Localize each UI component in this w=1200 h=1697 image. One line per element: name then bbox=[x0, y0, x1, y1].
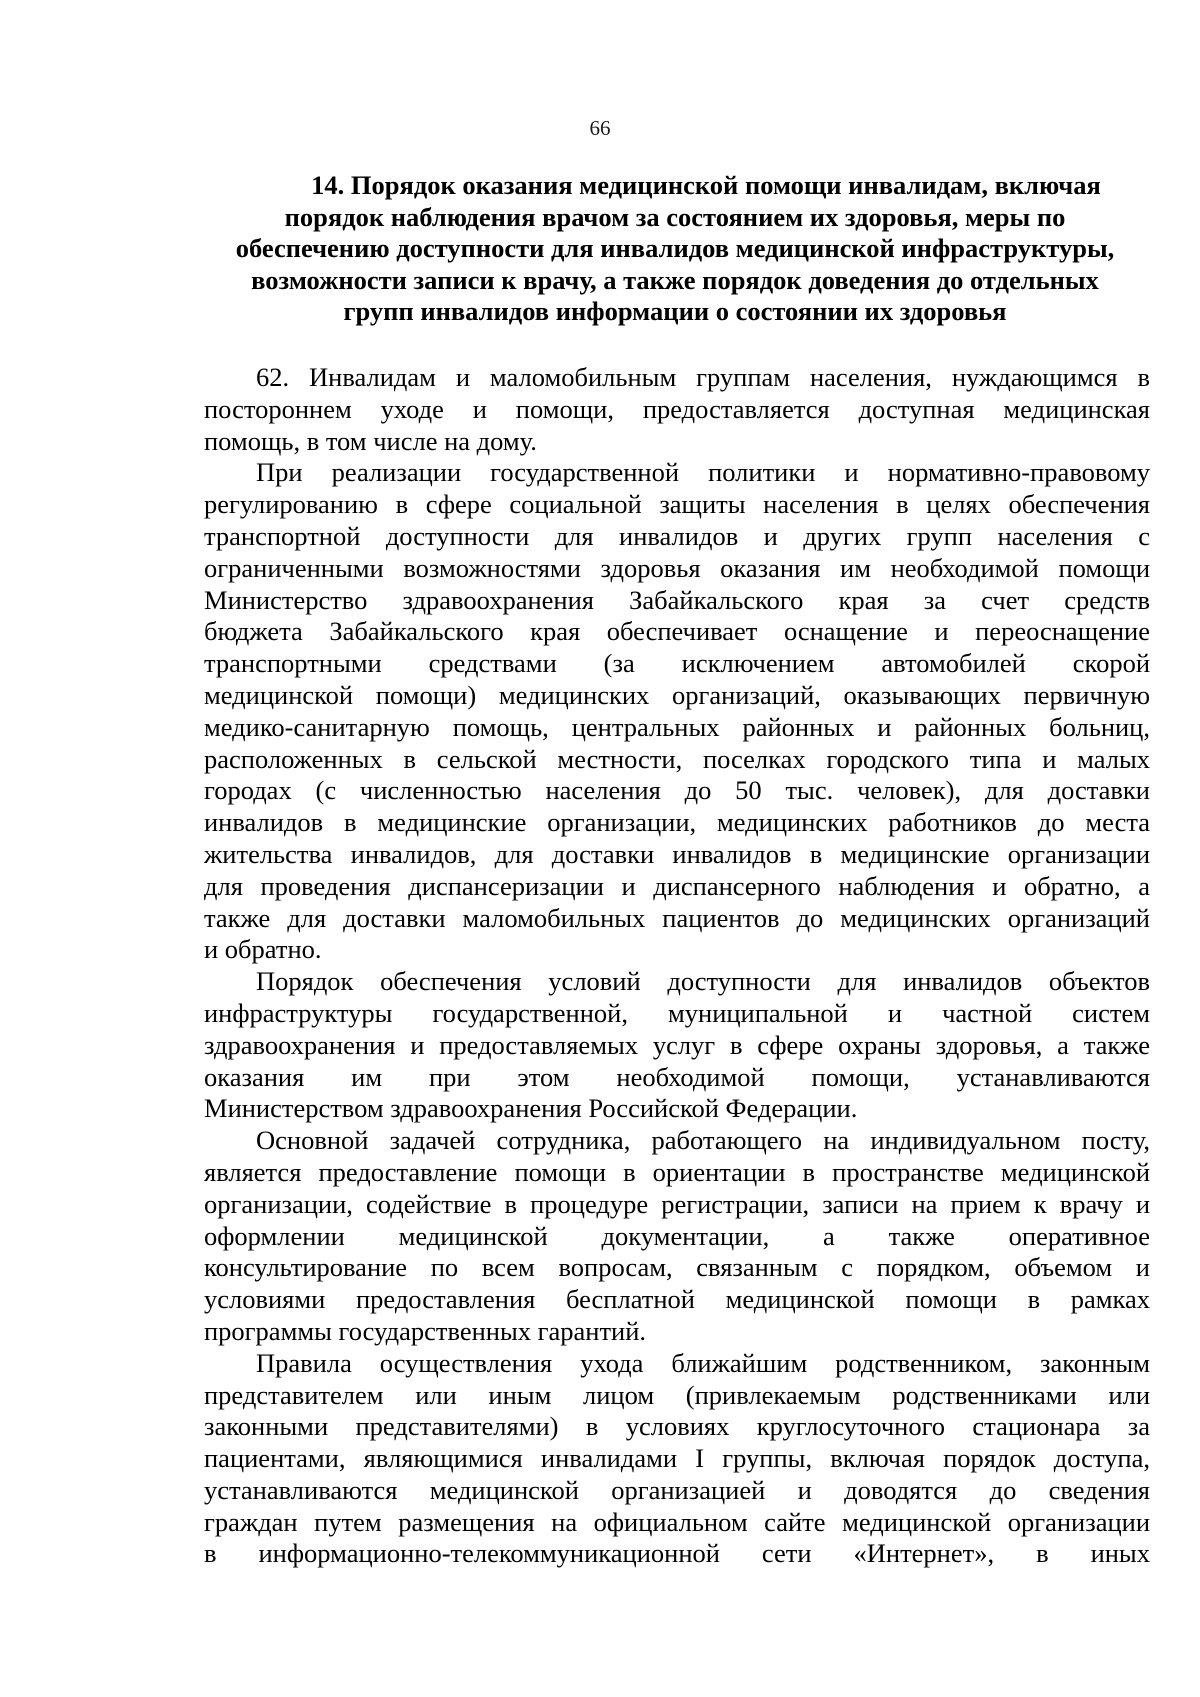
paragraph-line: Основной задачей сотрудника, работающего на индивидуальном посту, bbox=[256, 1125, 1150, 1156]
paragraph-line: жительства инвалидов, для доставки инвалидов в медицинские организации bbox=[204, 838, 1150, 869]
paragraph-line: бюджета Забайкальского края обеспечивает оснащение и переоснащение bbox=[204, 616, 1150, 647]
paragraph-line: пациентами, являющимися инвалидами I группы, включая порядок доступа, bbox=[204, 1443, 1150, 1474]
heading-line: 14. Порядок оказания медицинской помощи инвалидам, включая bbox=[311, 170, 1101, 200]
paragraph-line: для проведения диспансеризации и диспансерного наблюдения и обратно, а bbox=[204, 870, 1150, 901]
paragraph-line: инвалидов в медицинские организации, медицинских работников до места bbox=[204, 807, 1150, 838]
paragraph-line: городах (с численностью населения до 50 тыс. человек), для доставки bbox=[204, 775, 1150, 806]
paragraph-line: Правила осуществления ухода ближайшим родственником, законным bbox=[256, 1347, 1150, 1378]
paragraph-line: помощь, в том числе на дому. bbox=[204, 425, 537, 456]
heading-line: обеспечению доступности для инвалидов медицинской инфраструктуры, bbox=[235, 233, 1115, 263]
paragraph bbox=[204, 1125, 1150, 1348]
paragraph-line: законными представителями) в условиях круглосуточного стационара за bbox=[204, 1411, 1150, 1442]
paragraph bbox=[204, 362, 1150, 457]
paragraph-line: в информационно-телекоммуникационной сети «Интернет», в иных bbox=[204, 1538, 1150, 1569]
paragraph bbox=[204, 457, 1150, 966]
paragraph-line: транспортной доступности для инвалидов и других групп населения с bbox=[204, 520, 1150, 551]
heading-line: порядок наблюдения врачом за состоянием их здоровья, меры по bbox=[284, 201, 1066, 232]
paragraph-line: консультирование по всем вопросам, связанным с порядком, объемом и bbox=[204, 1252, 1150, 1283]
paragraph-line: регулированию в сфере социальной защиты населения в целях обеспечения bbox=[204, 489, 1150, 520]
paragraph-line: инфраструктуры государственной, муниципальной и частной систем bbox=[204, 997, 1150, 1028]
paragraph bbox=[204, 1348, 1150, 1571]
paragraph-line: граждан путем размещения на официальном сайте медицинской организации bbox=[204, 1506, 1150, 1537]
paragraph-line: Порядок обеспечения условий доступности для инвалидов объектов bbox=[256, 966, 1150, 997]
paragraph-line: представителем или иным лицом (привлекаемым родственниками или bbox=[204, 1379, 1150, 1410]
paragraph-line: оформлении медицинской документации, а также оперативное bbox=[204, 1220, 1150, 1251]
paragraph-line: транспортными средствами (за исключением автомобилей скорой bbox=[204, 648, 1150, 679]
paragraph-line: медико-санитарную помощь, центральных районных и районных больниц, bbox=[204, 711, 1150, 742]
paragraph-line: медицинской помощи) медицинских организаций, оказывающих первичную bbox=[204, 679, 1150, 710]
paragraph-line: здравоохранения и предоставляемых услуг в сфере охраны здоровья, а также bbox=[204, 1029, 1150, 1060]
body-text bbox=[204, 362, 1150, 1570]
paragraph-line: и обратно. bbox=[204, 934, 322, 965]
paragraph-line: программы государственных гарантий. bbox=[204, 1315, 647, 1346]
paragraph-line: Министерство здравоохранения Забайкальского края за счет средств bbox=[204, 584, 1150, 615]
paragraph-line: условиями предоставления бесплатной медицинской помощи в рамках bbox=[204, 1284, 1150, 1315]
heading-line: групп инвалидов информации о состоянии их здоровья bbox=[343, 296, 1007, 326]
paragraph-line: также для доставки маломобильных пациентов до медицинских организаций bbox=[204, 902, 1150, 933]
paragraph-line: постороннем уходе и помощи, предоставляется доступная медицинская bbox=[204, 393, 1150, 424]
paragraph-line: является предоставление помощи в ориентации в пространстве медицинской bbox=[204, 1156, 1150, 1187]
paragraph-line: 62. Инвалидам и маломобильным группам населения, нуждающимся в bbox=[256, 362, 1150, 392]
paragraph-line: Министерством здравоохранения Российской Федерации. bbox=[204, 1093, 858, 1124]
paragraph bbox=[204, 966, 1150, 1125]
paragraph-line: ограниченными возможностями здоровья оказания им необходимой помощи bbox=[204, 552, 1150, 583]
section-heading bbox=[200, 170, 1150, 328]
paragraph-line: устанавливаются медицинской организацией и доводятся до сведения bbox=[204, 1474, 1150, 1505]
paragraph-line: организации, содействие в процедуре регистрации, записи на прием к врачу и bbox=[204, 1188, 1150, 1219]
page-number: 66 bbox=[589, 116, 611, 140]
paragraph-line: оказания им при этом необходимой помощи, устанавливаются bbox=[204, 1061, 1150, 1092]
heading-line: возможности записи к врачу, а также порядок доведения до отдельных bbox=[251, 264, 1099, 295]
paragraph-line: расположенных в сельской местности, поселках городского типа и малых bbox=[204, 743, 1150, 774]
paragraph-line: При реализации государственной политики и нормативно-правовому bbox=[256, 457, 1150, 488]
